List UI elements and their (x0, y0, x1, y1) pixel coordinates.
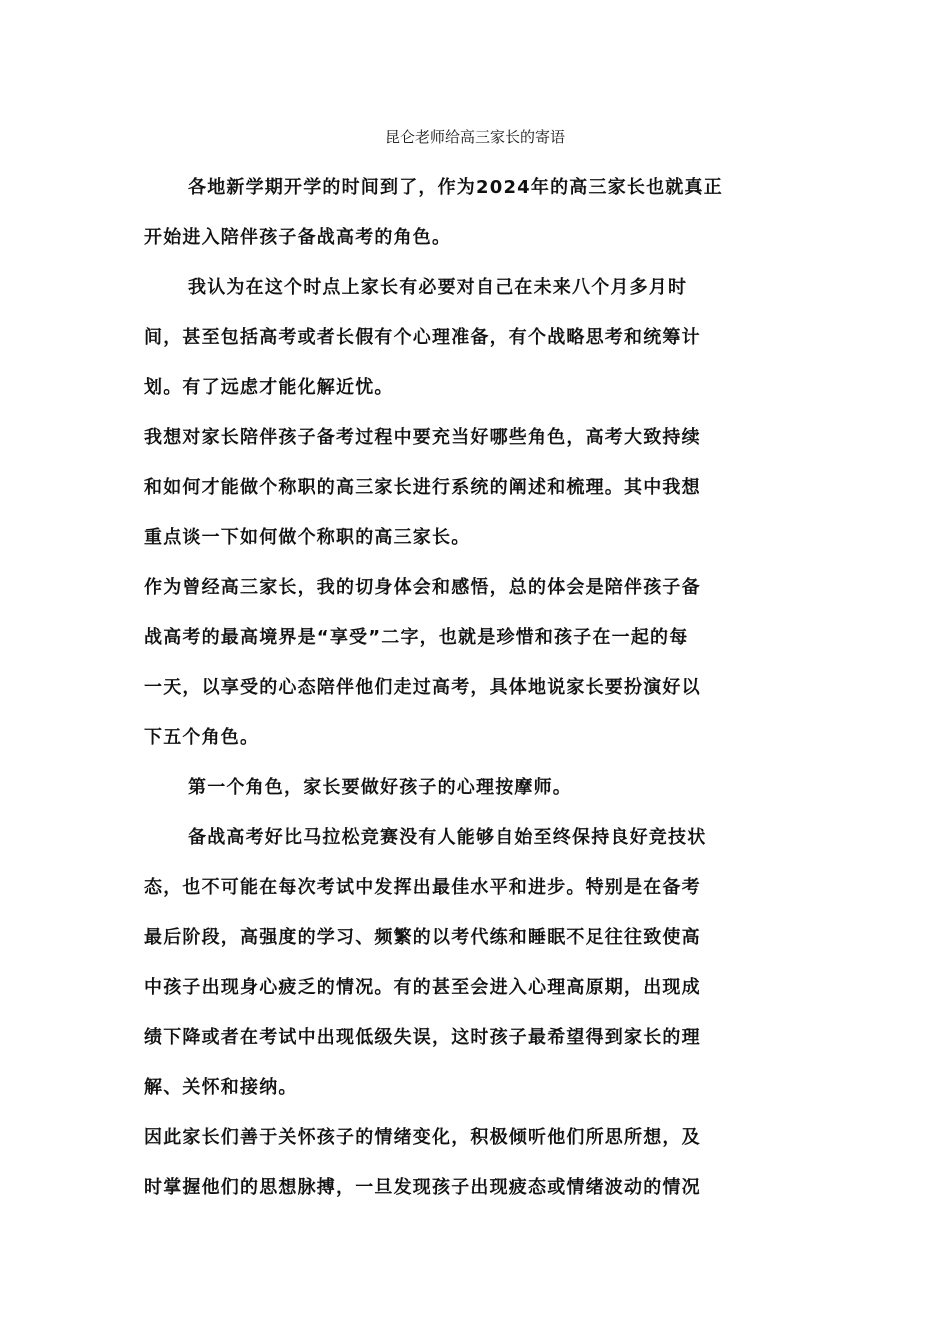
paragraph-6 (144, 813, 806, 1113)
paragraph-line: 战高考的最高境界是“享受”二字，也就是珍惜和孩子在一起的每 (144, 627, 689, 648)
paragraph-5 (144, 763, 806, 813)
paragraph-line: 下五个角色。 (144, 727, 260, 748)
paragraph-4 (144, 563, 806, 763)
paragraph-1 (144, 163, 806, 263)
paragraph-line: 态，也不可能在每次考试中发挥出最佳水平和进步。特别是在备考 (144, 877, 701, 898)
paragraph-line: 解、关怀和接纳。 (144, 1077, 298, 1098)
paragraph-line: 备战高考好比马拉松竞赛没有人能够自始至终保持良好竞技状 (188, 827, 707, 848)
paragraph-line: 作为曾经高三家长，我的切身体会和感悟，总的体会是陪伴孩子备 (144, 577, 701, 598)
paragraph-line: 最后阶段，高强度的学习、频繁的以考代练和睡眠不足往往致使高 (144, 927, 701, 948)
paragraph-line: 划。有了远虑才能化解近忧。 (144, 377, 394, 398)
paragraph-line: 绩下降或者在考试中出现低级失误，这时孩子最希望得到家长的理 (144, 1027, 701, 1048)
paragraph-line: 时掌握他们的思想脉搏，一旦发现孩子出现疲态或情绪波动的情况 (144, 1177, 701, 1198)
document-title: 昆仑老师给高三家长的寄语 (384, 128, 565, 146)
document-body (144, 163, 806, 1213)
paragraph-line: 重点谈一下如何做个称职的高三家长。 (144, 527, 471, 548)
paragraph-line: 我想对家长陪伴孩子备考过程中要充当好哪些角色，高考大致持续 (144, 427, 701, 448)
paragraph-line: 我认为在这个时点上家长有必要对自己在未来八个月多月时 (188, 277, 688, 298)
paragraph-line: 一天，以享受的心态陪伴他们走过高考，具体地说家长要扮演好以 (144, 677, 701, 698)
paragraph-line: 和如何才能做个称职的高三家长进行系统的阐述和梳理。其中我想 (144, 477, 701, 498)
paragraph-line: 间，甚至包括高考或者长假有个心理准备，有个战略思考和统筹计 (144, 327, 701, 348)
paragraph-2 (144, 263, 806, 413)
paragraph-7 (144, 1113, 806, 1213)
paragraph-3 (144, 413, 806, 563)
paragraph-line: 因此家长们善于关怀孩子的情绪变化，积极倾听他们所思所想，及 (144, 1127, 701, 1148)
paragraph-line: 中孩子出现身心疲乏的情况。有的甚至会进入心理高原期，出现成 (144, 977, 701, 998)
paragraph-line: 各地新学期开学的时间到了，作为2024年的高三家长也就真正 (188, 177, 723, 198)
paragraph-line: 第一个角色，家长要做好孩子的心理按摩师。 (188, 777, 572, 798)
paragraph-line: 开始进入陪伴孩子备战高考的角色。 (144, 227, 452, 248)
